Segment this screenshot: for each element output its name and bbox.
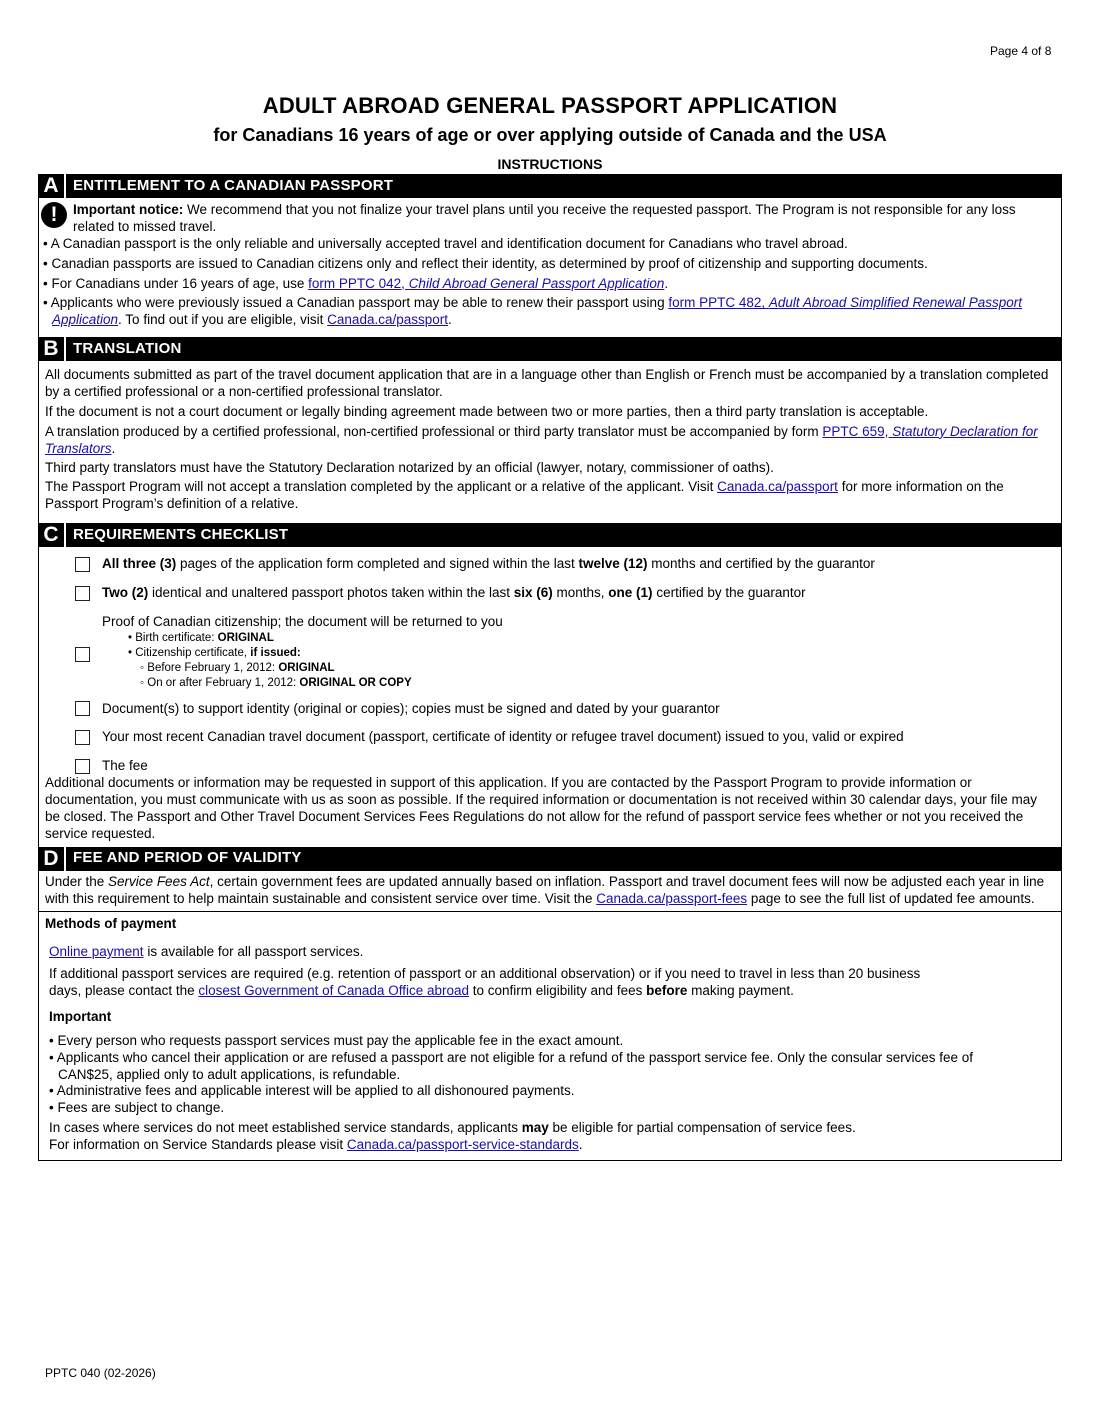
section-b-title: TRANSLATION bbox=[73, 339, 182, 357]
citizenship-certificate-text: • Citizenship certificate, bbox=[128, 646, 251, 659]
section-d-letter: D bbox=[38, 847, 66, 871]
before-2012-line bbox=[102, 661, 503, 676]
checklist-emphasis: six (6) bbox=[513, 585, 553, 600]
bullet-renewal-mid: . To find out if you are eligible, visit bbox=[118, 312, 328, 328]
birth-certificate-line bbox=[102, 631, 503, 646]
section-c-letter: C bbox=[38, 523, 66, 547]
service-standards-text: For information on Service Standards please visit bbox=[49, 1137, 347, 1152]
statutory-declaration-requirement bbox=[45, 424, 1055, 458]
checklist-text: certified by the guarantor bbox=[652, 585, 806, 600]
checklist-item-travel-document[interactable] bbox=[75, 729, 1055, 746]
fee-adjustment-end: page to see the full list of updated fee amounts. bbox=[747, 890, 1035, 906]
section-d-header bbox=[38, 847, 1062, 871]
service-fees-act: Service Fees Act bbox=[108, 873, 210, 889]
notice-body: We recommend that you not finalize your travel plans until you receive the requested passport. The Program is not responsible for any loss related to missed travel. bbox=[73, 202, 1016, 234]
methods-of-payment-heading: Methods of payment bbox=[45, 916, 177, 932]
section-a-header bbox=[38, 174, 1062, 198]
checkbox[interactable] bbox=[75, 557, 90, 572]
compensation-end: be eligible for partial compensation of service fees. bbox=[548, 1120, 856, 1136]
after-2012-line bbox=[102, 676, 503, 691]
birth-certificate-requirement: ORIGINAL bbox=[217, 631, 274, 644]
before-2012-text: ◦ Before February 1, 2012: bbox=[140, 661, 279, 674]
checklist-item-identity-documents[interactable] bbox=[75, 701, 1055, 718]
checkbox[interactable] bbox=[75, 647, 90, 662]
online-payment-line bbox=[45, 944, 1055, 961]
service-standards-end: . bbox=[578, 1137, 583, 1152]
instructions-heading: INSTRUCTIONS bbox=[497, 156, 603, 172]
canada-passport-link[interactable]: Canada.ca/passport bbox=[327, 312, 448, 328]
relative-translation-rule bbox=[45, 479, 1055, 513]
checklist-emphasis: All three (3) bbox=[102, 556, 177, 572]
additional-services-notice bbox=[45, 966, 1055, 1000]
section-c-body bbox=[38, 547, 1062, 847]
section-a-letter: A bbox=[38, 174, 66, 198]
section-d-title: FEE AND PERIOD OF VALIDITY bbox=[73, 849, 302, 867]
instructions-form bbox=[38, 174, 1062, 1161]
after-2012-requirement: ORIGINAL OR COPY bbox=[299, 676, 412, 689]
important-notice bbox=[43, 201, 1055, 236]
document-subtitle: for Canadians 16 years of age or over applying outside of Canada and the USA bbox=[213, 124, 887, 145]
form-pptc-482-link-label: form PPTC 482, bbox=[668, 295, 769, 311]
relative-translation-text: The Passport Program will not accept a translation completed by the applicant or a relative of the applicant. Visit bbox=[45, 479, 718, 495]
online-payment-text: is available for all passport services. bbox=[143, 944, 364, 960]
section-b-letter: B bbox=[38, 337, 66, 361]
bullet-under-16-text: • For Canadians under 16 years of age, use bbox=[43, 275, 309, 291]
checklist-text: pages of the application form completed and signed within the last bbox=[176, 556, 579, 572]
additional-services-text: If additional passport services are required (e.g. retention of passport or an additional observation) or if you need to travel in less than 20 business days, please contact the bbox=[49, 966, 921, 998]
additional-services-emphasis: before bbox=[646, 983, 688, 998]
section-b-header bbox=[38, 337, 1062, 361]
additional-services-mid: to confirm eligibility and fees bbox=[469, 983, 647, 998]
before-2012-requirement: ORIGINAL bbox=[278, 661, 335, 674]
checklist-emphasis: one (1) bbox=[608, 585, 653, 600]
checkbox[interactable] bbox=[75, 586, 90, 601]
important-exact-amount: • Every person who requests passport services must pay the applicable fee in the exact amount. bbox=[49, 1032, 624, 1048]
form-pptc-482-link-title: Adult Abroad Simplified Renewal Passport Application bbox=[52, 295, 1023, 328]
service-standards-link[interactable]: Canada.ca/passport-service-standards bbox=[346, 1137, 579, 1152]
methods-of-payment-box bbox=[38, 912, 1062, 1161]
checklist-item-label: Your most recent Canadian travel document (passport, certificate of identity or refugee travel document) issued to you, valid or expired bbox=[102, 729, 904, 745]
relative-translation-end: for more information on the Passport Program’s definition of a relative. bbox=[45, 479, 1004, 512]
birth-certificate-text: • Birth certificate: bbox=[128, 631, 218, 644]
checkbox[interactable] bbox=[75, 730, 90, 745]
form-pptc-659-link-title: Statutory Declaration for Translators bbox=[45, 423, 1038, 456]
checklist-item-label bbox=[102, 556, 875, 573]
notarization-requirement: Third party translators must have the Statutory Declaration notarized by an official (lawyer, notary, commissioner of oaths). bbox=[45, 459, 774, 475]
government-office-link[interactable]: closest Government of Canada Office abroad bbox=[198, 983, 469, 998]
document-title-block bbox=[0, 92, 1100, 174]
important-heading: Important bbox=[49, 1008, 112, 1024]
form-pptc-659-link-label: PPTC 659, bbox=[822, 423, 893, 439]
checklist-item-application-pages[interactable] bbox=[75, 556, 1055, 573]
checklist-item-label: Document(s) to support identity (original or copies); copies must be signed and dated by your guarantor bbox=[102, 700, 720, 716]
section-c-header bbox=[38, 523, 1062, 547]
bullet-renewal bbox=[43, 295, 1055, 329]
notice-label: Important notice: bbox=[73, 202, 184, 217]
checkbox[interactable] bbox=[75, 701, 90, 716]
fee-adjustment-notice bbox=[45, 874, 1055, 908]
additional-services-end: making payment. bbox=[687, 983, 794, 998]
checklist-item-label bbox=[102, 614, 503, 691]
fee-adjustment-mid: , certain government fees are updated annually based on inflation. Passport and travel document fees will now be adjusted each year in line with this requirement to help maintain sustainable and consistent service over time. Visit the bbox=[45, 873, 1045, 906]
form-pptc-042-link-label: form PPTC 042, bbox=[308, 275, 409, 291]
checklist-item-citizenship-proof[interactable] bbox=[75, 614, 1055, 691]
section-a-title: ENTITLEMENT TO A CANADIAN PASSPORT bbox=[73, 176, 394, 194]
section-a-body bbox=[38, 198, 1062, 337]
statutory-declaration-text: A translation produced by a certified professional, non-certified professional or third party translator must be accompanied by form bbox=[45, 423, 823, 439]
checklist-item-label: The fee bbox=[102, 758, 148, 774]
section-c-title: REQUIREMENTS CHECKLIST bbox=[73, 525, 289, 543]
citizenship-certificate-condition: if issued: bbox=[250, 646, 301, 659]
online-payment-link[interactable]: Online payment bbox=[49, 944, 144, 960]
bullet-under-16-end: . bbox=[664, 275, 669, 291]
checklist-text: months and certified by the guarantor bbox=[647, 556, 875, 572]
checklist-item-photos[interactable] bbox=[75, 585, 1055, 602]
checklist-text: identical and unaltered passport photos taken within the last bbox=[148, 585, 514, 600]
important-fees-change: • Fees are subject to change. bbox=[49, 1100, 225, 1116]
important-no-refund: • Applicants who cancel their application or are refused a passport are not eligible for a refund of the passport service fee. Only the consular services fee of CAN$25, applied only to adult applications, is refundable. bbox=[49, 1049, 973, 1082]
exclamation-icon: ! bbox=[41, 202, 67, 228]
checkbox[interactable] bbox=[75, 759, 90, 774]
fee-adjustment-text: Under the bbox=[45, 873, 109, 889]
document-title: ADULT ABROAD GENERAL PASSPORT APPLICATION bbox=[262, 93, 838, 118]
passport-fees-link[interactable]: Canada.ca/passport-fees bbox=[596, 890, 748, 906]
bullet-renewal-text: • Applicants who were previously issued a Canadian passport may be able to renew their passport using bbox=[43, 295, 669, 311]
checklist-emphasis: Two (2) bbox=[102, 585, 149, 600]
checklist-emphasis: twelve (12) bbox=[578, 556, 648, 572]
canada-passport-link-b[interactable]: Canada.ca/passport bbox=[717, 479, 838, 495]
section-d-body bbox=[38, 871, 1062, 913]
statutory-declaration-end: . bbox=[111, 440, 116, 456]
after-2012-text: ◦ On or after February 1, 2012: bbox=[140, 676, 300, 689]
compensation-emphasis: may bbox=[521, 1120, 549, 1136]
notice-text bbox=[73, 201, 1055, 236]
citizenship-certificate-line bbox=[102, 646, 503, 661]
checklist-item-fee[interactable] bbox=[75, 758, 1055, 775]
bullet-renewal-end: . bbox=[448, 312, 452, 328]
form-pptc-042-link[interactable] bbox=[308, 276, 664, 291]
bullet-passport-reliable: • A Canadian passport is the only reliable and universally accepted travel and identification document for Canadians who travel abroad. bbox=[43, 235, 848, 251]
page-number: Page 4 of 8 bbox=[990, 44, 1052, 58]
translation-requirement: All documents submitted as part of the travel document application that are in a language other than English or French must be accompanied by a translation completed by a certified professional or a non-certified professional translator. bbox=[45, 367, 1049, 399]
bullet-citizens-only: • Canadian passports are issued to Canadian citizens only and reflect their identity, as determined by proof of citizenship and supporting documents. bbox=[43, 255, 928, 271]
citizenship-proof-text: Proof of Canadian citizenship; the document will be returned to you bbox=[102, 613, 503, 629]
service-standards-line bbox=[45, 1137, 1055, 1154]
checklist-item-label bbox=[102, 585, 806, 602]
compensation-text: In cases where services do not meet established service standards, applicants bbox=[49, 1120, 522, 1136]
checklist-text: months, bbox=[552, 585, 609, 600]
additional-documents-notice: Additional documents or information may be requested in support of this application. If you are contacted by the Passport Program to provide information or documentation, you must communicate with us as soon as possible. If the required information or documentation is not received within 30 calendar days, your file may be closed. The Passport and Other Travel Document Services Fees Regulations do not allow for the refund of passport service fees whether or not you received the service requested. bbox=[45, 775, 1038, 841]
form-code-footer: PPTC 040 (02-2026) bbox=[45, 1366, 156, 1380]
section-b-body bbox=[38, 361, 1062, 523]
third-party-translation: If the document is not a court document or legally binding agreement made between two or more parties, then a third party translation is acceptable. bbox=[45, 403, 929, 419]
important-dishonoured-payments: • Administrative fees and applicable interest will be applied to all dishonoured payments. bbox=[49, 1083, 575, 1099]
bullet-under-16 bbox=[43, 276, 1055, 293]
compensation-notice bbox=[45, 1120, 1055, 1137]
form-pptc-042-link-title: Child Abroad General Passport Application bbox=[408, 275, 665, 291]
